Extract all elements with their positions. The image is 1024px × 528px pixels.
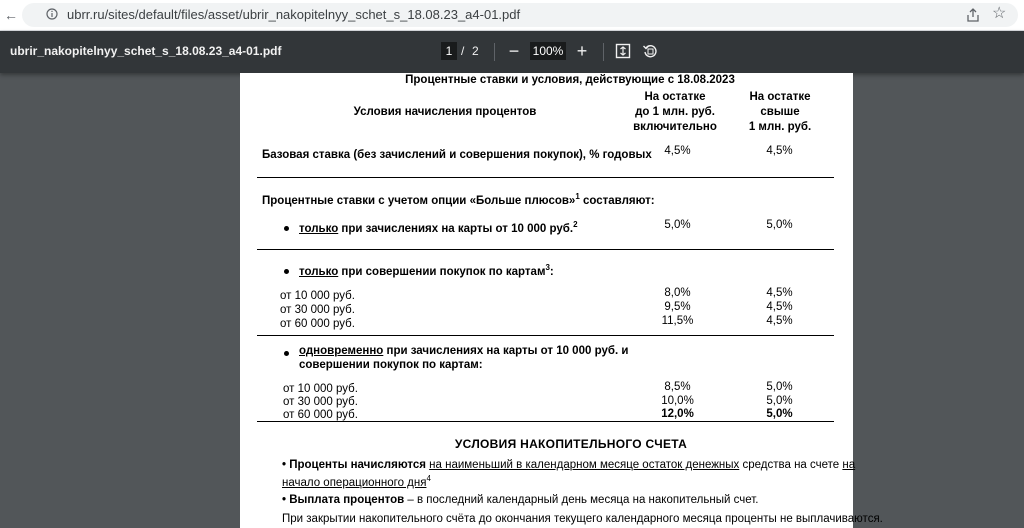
page-number-input[interactable]: 1 xyxy=(441,42,457,60)
only-purchases-label: только при совершении покупок по картам$^3$: xyxy=(299,263,554,278)
rate-value: 5,0% xyxy=(664,219,691,231)
rate-value: 9,5% xyxy=(664,301,691,313)
divider-line xyxy=(257,177,834,178)
threshold-label: от 10 000 руб. xyxy=(280,290,355,302)
both-label-line1: одновременно при зачислениях на карты от 10 000 руб. и xyxy=(299,345,629,357)
rate-value: 4,5% xyxy=(766,145,793,157)
divider-line xyxy=(257,421,834,422)
page-separator: / xyxy=(461,44,465,58)
divider-line xyxy=(257,335,834,336)
rate-value: 8,0% xyxy=(664,287,691,299)
rate-value-highlight: 5,0% xyxy=(766,408,793,420)
rate-value: 4,5% xyxy=(664,145,691,157)
share-icon[interactable] xyxy=(966,8,980,22)
base-rate-label: Базовая ставка (без зачислений и совершения покупок), % годовых xyxy=(262,149,652,161)
threshold-label: от 60 000 руб. xyxy=(280,318,355,330)
rate-value: 4,5% xyxy=(766,287,793,299)
fit-to-page-icon[interactable] xyxy=(612,40,634,62)
zoom-level-input[interactable]: 100% xyxy=(530,42,566,60)
rate-value: 5,0% xyxy=(766,395,793,407)
only-credits-label: только при зачислениях на карты от 10 000 руб.$^2$ xyxy=(299,220,578,235)
condition-2: • Выплата процентов – в последний календарный день месяца на накопительный счет. xyxy=(282,494,759,506)
rate-value: 5,0% xyxy=(766,219,793,231)
column-header-over-1m: свыше xyxy=(760,106,800,118)
page-total: 2 xyxy=(472,44,479,58)
bullet xyxy=(284,226,289,231)
pdf-page xyxy=(240,73,883,528)
header-title: Процентные ставки и условия, действующие с 18.08.2023 xyxy=(405,74,735,86)
rate-value: 4,5% xyxy=(766,315,793,327)
option-heading: Процентные ставки с учетом опции «Больше плюсов»$^1$ составляют: xyxy=(262,192,655,207)
threshold-label: от 10 000 руб. xyxy=(283,383,358,395)
column-header-up-to-1m: до 1 млн. руб. xyxy=(635,106,715,118)
threshold-label: от 30 000 руб. xyxy=(283,396,358,408)
toolbar-divider xyxy=(603,43,604,61)
column-header-up-to-1m: включительно xyxy=(633,121,717,133)
back-arrow-icon[interactable]: ← xyxy=(4,7,18,23)
condition-1-line2: начало операционного дня$^4$ xyxy=(282,474,431,489)
pdf-toolbar xyxy=(0,31,1024,73)
threshold-label: от 30 000 руб. xyxy=(280,304,355,316)
bookmark-star-icon[interactable]: ☆ xyxy=(992,5,1007,22)
pdf-filename: ubrir_nakopitelnyy_schet_s_18.08.23_a4-01.pdf xyxy=(10,44,282,58)
rate-value-highlight: 12,0% xyxy=(661,408,694,420)
column-header-over-1m: 1 млн. руб. xyxy=(748,121,812,133)
condition-3: При закрытии накопительного счёта до окончания текущего календарного месяца проценты не выплачиваются. xyxy=(282,513,883,525)
browser-address-bar xyxy=(0,0,1024,31)
site-info-icon[interactable] xyxy=(46,8,58,20)
section-title: УСЛОВИЯ НАКОПИТЕЛЬНОГО СЧЕТА xyxy=(454,437,688,451)
url-text[interactable]: ubrr.ru/sites/default/files/asset/ubrir_nakopitelnyy_schet_s_18.08.23_a4-01.pdf xyxy=(67,7,521,22)
omnibox[interactable] xyxy=(22,3,1018,27)
rate-value: 10,0% xyxy=(661,395,694,407)
rate-value: 11,5% xyxy=(661,315,694,327)
bullet xyxy=(284,351,289,356)
rate-value: 5,0% xyxy=(766,381,793,393)
column-header-conditions: Условия начисления процентов xyxy=(353,106,537,118)
rate-value: 8,5% xyxy=(664,381,691,393)
zoom-out-icon[interactable]: − xyxy=(508,41,520,61)
toolbar-divider xyxy=(494,43,495,61)
bullet xyxy=(284,269,289,274)
zoom-in-icon[interactable]: + xyxy=(576,41,588,61)
column-header-over-1m: На остатке xyxy=(749,91,811,103)
both-label-line2: совершении покупок по картам: xyxy=(299,359,483,371)
column-header-up-to-1m: На остатке xyxy=(644,91,706,103)
rate-value: 4,5% xyxy=(766,301,793,313)
threshold-label: от 60 000 руб. xyxy=(283,409,358,421)
rotate-icon[interactable] xyxy=(639,40,661,62)
condition-1-line1: • Проценты начисляются на наименьший в календарном месяце остаток денежных средства на счете на xyxy=(282,459,856,471)
divider-line xyxy=(257,249,834,250)
